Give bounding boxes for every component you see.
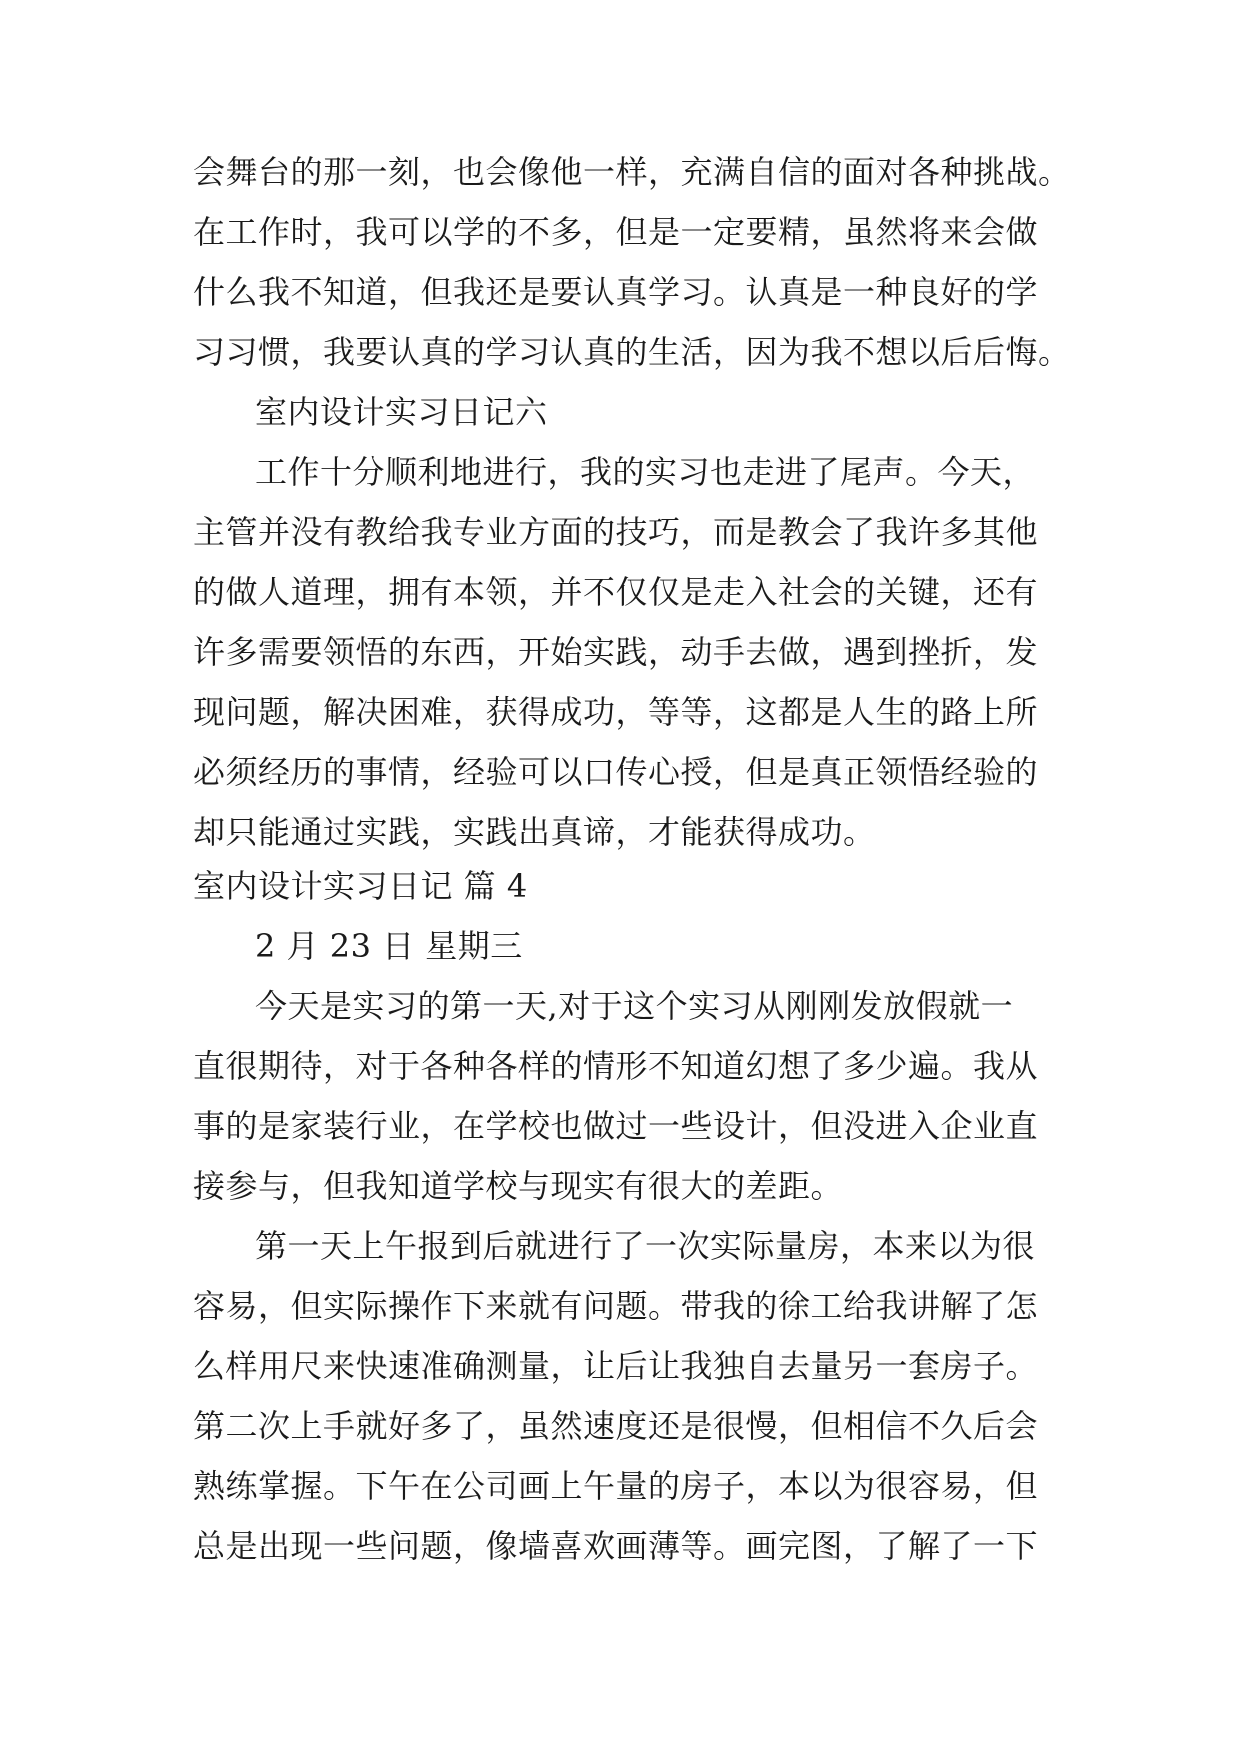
paragraph-line: 工作十分顺利地进行，我的实习也走进了尾声。今天， bbox=[255, 453, 1036, 491]
paragraph-line: 必须经历的事情，经验可以口传心授，但是真正领悟经验的 bbox=[193, 753, 1039, 791]
paragraph-line: 在工作时，我可以学的不多，但是一定要精，虽然将来会做 bbox=[193, 213, 1039, 251]
paragraph-line: 事的是家装行业，在学校也做过一些设计，但没进入企业直 bbox=[193, 1107, 1039, 1145]
paragraph-line: 却只能通过实践，实践出真谛，才能获得成功。 bbox=[193, 813, 876, 851]
paragraph-line: 熟练掌握。下午在公司画上午量的房子，本以为很容易，但 bbox=[193, 1467, 1039, 1505]
section-heading: 室内设计实习日记六 bbox=[255, 393, 548, 431]
paragraph-line: 会舞台的那一刻，也会像他一样，充满自信的面对各种挑战。 bbox=[193, 153, 1071, 191]
paragraph-line: 容易，但实际操作下来就有问题。带我的徐工给我讲解了怎 bbox=[193, 1287, 1039, 1325]
paragraph-line: 第二次上手就好多了，虽然速度还是很慢，但相信不久后会 bbox=[193, 1407, 1039, 1445]
paragraph-line: 总是出现一些问题，像墙喜欢画薄等。画完图，了解了一下 bbox=[193, 1527, 1039, 1565]
paragraph-line: 直很期待，对于各种各样的情形不知道幻想了多少遍。我从 bbox=[193, 1047, 1039, 1085]
paragraph-line: 主管并没有教给我专业方面的技巧，而是教会了我许多其他 bbox=[193, 513, 1039, 551]
paragraph-line: 接参与，但我知道学校与现实有很大的差距。 bbox=[193, 1167, 844, 1205]
paragraph-line: 么样用尺来快速准确测量，让后让我独自去量另一套房子。 bbox=[193, 1347, 1039, 1385]
paragraph-line: 习习惯，我要认真的学习认真的生活，因为我不想以后后悔。 bbox=[193, 333, 1071, 371]
paragraph-line: 今天是实习的第一天,对于这个实习从刚刚发放假就一 bbox=[255, 987, 1014, 1025]
paragraph-line: 现问题，解决困难，获得成功，等等，这都是人生的路上所 bbox=[193, 693, 1039, 731]
diary-date: 2 月 23 日 星期三 bbox=[255, 927, 523, 965]
paragraph-line: 许多需要领悟的东西，开始实践，动手去做，遇到挫折，发 bbox=[193, 633, 1039, 671]
paragraph-line: 的做人道理，拥有本领，并不仅仅是走入社会的关键，还有 bbox=[193, 573, 1039, 611]
article-title: 室内设计实习日记 篇 4 bbox=[193, 867, 528, 905]
paragraph-line: 第一天上午报到后就进行了一次实际量房，本来以为很 bbox=[255, 1227, 1036, 1265]
paragraph-line: 什么我不知道，但我还是要认真学习。认真是一种良好的学 bbox=[193, 273, 1039, 311]
